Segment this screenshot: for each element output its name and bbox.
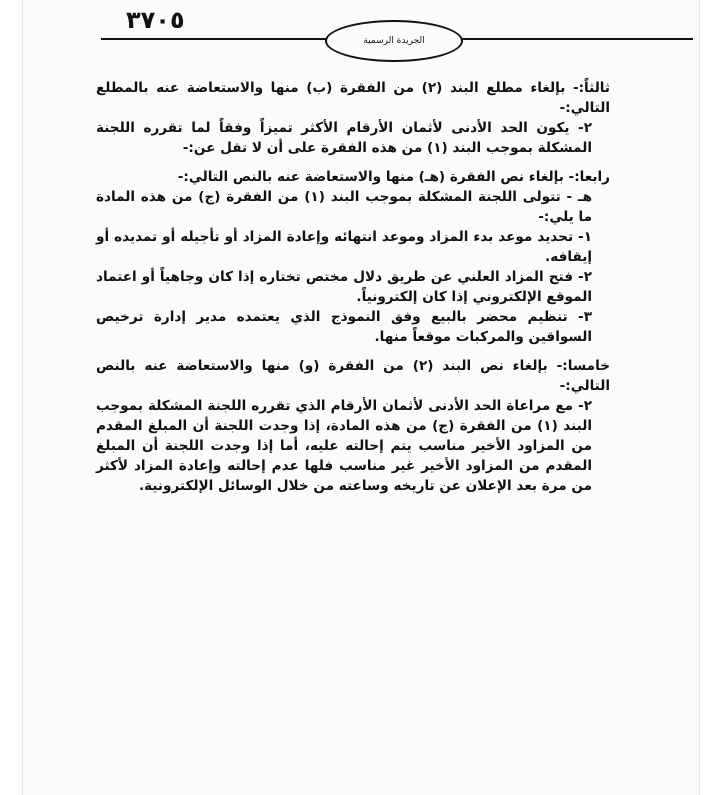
section-third [96, 78, 610, 158]
section-heading: رابعا:- بإلغاء نص الفقرة (هـ) منها والاستعاضة عنه بالنص التالي:- [177, 169, 610, 185]
document-body [96, 78, 610, 505]
section-heading: خامسا:- بإلغاء نص البند (٢) من الفقرة (و) منها والاستعاضة عنه بالنص التالي:- [96, 358, 610, 394]
section-subitem: ٣- تنظيم محضر بالبيع وفق النموذج الذي يعتمده مدير إدارة ترخيص السواقين والمركبات موقعاً منها. [96, 309, 592, 345]
gazette-name: الجريدة الرسمية [363, 36, 425, 46]
section-fourth [96, 167, 610, 347]
section-item: ٢- مع مراعاة الحد الأدنى لأثمان الأرقام الذي تقرره اللجنة المشكلة بموجب البند (١) من الفقرة (ج) من هذه المادة، إذا وجدت اللجنة أن المبلغ المقدم من المزاود الأخير مناسب يتم إحالته عليه، أما إذا وجدت اللجنة أن المبلغ المقدم من المزاود الأخير غير مناسب فلها عدم إحالته وإعادة المزاد لأكثر من مرة بعد الإعلان عن تاريخه وساعته من خلال الوسائل الإلكترونية. [96, 398, 592, 494]
section-fifth [96, 356, 610, 496]
section-subitem: ١- تحديد موعد بدء المزاد وموعد انتهائه وإعادة المزاد أو تأجيله أو تمديده أو إيقافه. [96, 229, 592, 265]
gazette-name-seal [325, 20, 463, 62]
section-item: ٢- يكون الحد الأدنى لأثمان الأرقام الأكثر تميزاً وفقاً لما تقرره اللجنة المشكلة بموجب البند (١) من هذه الفقرة على أن لا تقل عن:- [96, 120, 592, 156]
section-heading: ثالثاً:- بإلغاء مطلع البند (٢) من الفقرة (ب) منها والاستعاضة عنه بالمطلع التالي:- [96, 80, 611, 116]
section-subitem: ٢- فتح المزاد العلني عن طريق دلال مختص تختاره إذا كان وجاهياً أو اعتماد الموقع الإلكتروني إذا كان إلكترونياً. [96, 269, 592, 305]
page-number: ٣٧٠٥ [126, 6, 185, 34]
section-item: هـ - تتولى اللجنة المشكلة بموجب البند (١) من الفقرة (ج) من هذه المادة ما يلي:- [96, 189, 592, 225]
